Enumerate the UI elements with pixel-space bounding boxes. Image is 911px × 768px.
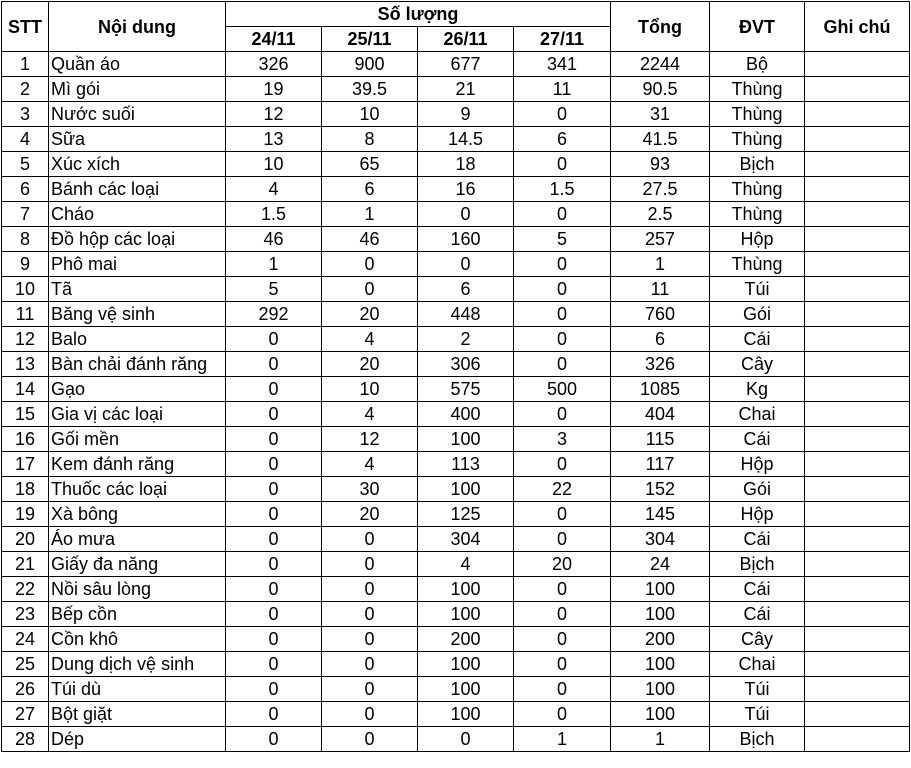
cell-total: 326 bbox=[611, 352, 710, 377]
cell-total: 31 bbox=[611, 102, 710, 127]
cell-qty-27-11: 0 bbox=[514, 677, 611, 702]
cell-total: 1 bbox=[611, 252, 710, 277]
cell-total: 100 bbox=[611, 702, 710, 727]
table-header bbox=[2, 2, 910, 52]
cell-qty-25-11: 10 bbox=[322, 377, 418, 402]
cell-qty-25-11: 46 bbox=[322, 227, 418, 252]
cell-total: 200 bbox=[611, 627, 710, 652]
table-row bbox=[2, 727, 910, 752]
cell-qty-25-11: 1 bbox=[322, 202, 418, 227]
cell-unit: Cây bbox=[710, 352, 805, 377]
cell-note bbox=[805, 677, 910, 702]
cell-qty-27-11: 0 bbox=[514, 602, 611, 627]
cell-total: 24 bbox=[611, 552, 710, 577]
header-tong: Tổng bbox=[611, 2, 710, 52]
cell-stt: 8 bbox=[2, 227, 49, 252]
cell-stt: 14 bbox=[2, 377, 49, 402]
cell-total: 100 bbox=[611, 677, 710, 702]
supply-table bbox=[1, 1, 910, 752]
cell-qty-24-11: 46 bbox=[226, 227, 322, 252]
cell-unit: Cây bbox=[710, 627, 805, 652]
cell-qty-24-11: 0 bbox=[226, 352, 322, 377]
cell-qty-25-11: 0 bbox=[322, 702, 418, 727]
cell-item-name: Cháo bbox=[49, 202, 226, 227]
table-row bbox=[2, 177, 910, 202]
cell-stt: 19 bbox=[2, 502, 49, 527]
cell-unit: Bịch bbox=[710, 552, 805, 577]
cell-qty-24-11: 0 bbox=[226, 677, 322, 702]
header-date: 27/11 bbox=[514, 27, 611, 52]
cell-qty-26-11: 100 bbox=[418, 427, 514, 452]
cell-total: 404 bbox=[611, 402, 710, 427]
cell-qty-26-11: 575 bbox=[418, 377, 514, 402]
cell-qty-24-11: 0 bbox=[226, 602, 322, 627]
cell-note bbox=[805, 652, 910, 677]
cell-stt: 4 bbox=[2, 127, 49, 152]
cell-qty-24-11: 4 bbox=[226, 177, 322, 202]
table-row bbox=[2, 152, 910, 177]
cell-qty-26-11: 160 bbox=[418, 227, 514, 252]
cell-unit: Thùng bbox=[710, 252, 805, 277]
cell-note bbox=[805, 152, 910, 177]
cell-stt: 22 bbox=[2, 577, 49, 602]
cell-qty-25-11: 0 bbox=[322, 552, 418, 577]
cell-note bbox=[805, 202, 910, 227]
cell-qty-25-11: 20 bbox=[322, 302, 418, 327]
cell-item-name: Kem đánh răng bbox=[49, 452, 226, 477]
cell-total: 2244 bbox=[611, 52, 710, 77]
cell-total: 90.5 bbox=[611, 77, 710, 102]
cell-qty-25-11: 0 bbox=[322, 277, 418, 302]
table-row bbox=[2, 427, 910, 452]
cell-qty-27-11: 20 bbox=[514, 552, 611, 577]
cell-item-name: Dung dịch vệ sinh bbox=[49, 652, 226, 677]
cell-qty-26-11: 0 bbox=[418, 202, 514, 227]
header-date: 24/11 bbox=[226, 27, 322, 52]
cell-note bbox=[805, 302, 910, 327]
table-body bbox=[2, 52, 910, 752]
cell-unit: Bịch bbox=[710, 152, 805, 177]
cell-qty-26-11: 14.5 bbox=[418, 127, 514, 152]
cell-qty-26-11: 100 bbox=[418, 677, 514, 702]
cell-stt: 26 bbox=[2, 677, 49, 702]
cell-note bbox=[805, 277, 910, 302]
cell-qty-24-11: 5 bbox=[226, 277, 322, 302]
cell-qty-25-11: 8 bbox=[322, 127, 418, 152]
cell-item-name: Gối mền bbox=[49, 427, 226, 452]
cell-item-name: Băng vệ sinh bbox=[49, 302, 226, 327]
cell-stt: 12 bbox=[2, 327, 49, 352]
cell-qty-25-11: 4 bbox=[322, 327, 418, 352]
table-row bbox=[2, 677, 910, 702]
cell-unit: Thùng bbox=[710, 127, 805, 152]
cell-total: 257 bbox=[611, 227, 710, 252]
cell-qty-26-11: 306 bbox=[418, 352, 514, 377]
table-row bbox=[2, 352, 910, 377]
cell-unit: Cái bbox=[710, 327, 805, 352]
cell-qty-25-11: 0 bbox=[322, 727, 418, 752]
cell-qty-24-11: 0 bbox=[226, 377, 322, 402]
header-stt: STT bbox=[2, 2, 49, 52]
cell-qty-27-11: 0 bbox=[514, 152, 611, 177]
header-date: 25/11 bbox=[322, 27, 418, 52]
cell-total: 152 bbox=[611, 477, 710, 502]
cell-qty-24-11: 0 bbox=[226, 727, 322, 752]
table-row bbox=[2, 252, 910, 277]
cell-stt: 11 bbox=[2, 302, 49, 327]
cell-stt: 15 bbox=[2, 402, 49, 427]
cell-qty-25-11: 12 bbox=[322, 427, 418, 452]
cell-note bbox=[805, 552, 910, 577]
table-row bbox=[2, 527, 910, 552]
cell-qty-24-11: 292 bbox=[226, 302, 322, 327]
cell-item-name: Xúc xích bbox=[49, 152, 226, 177]
table-row bbox=[2, 77, 910, 102]
cell-qty-24-11: 0 bbox=[226, 327, 322, 352]
cell-unit: Bịch bbox=[710, 727, 805, 752]
cell-total: 2.5 bbox=[611, 202, 710, 227]
cell-stt: 28 bbox=[2, 727, 49, 752]
cell-total: 100 bbox=[611, 577, 710, 602]
cell-note bbox=[805, 627, 910, 652]
cell-total: 760 bbox=[611, 302, 710, 327]
cell-stt: 18 bbox=[2, 477, 49, 502]
cell-qty-25-11: 900 bbox=[322, 52, 418, 77]
cell-note bbox=[805, 177, 910, 202]
table-row bbox=[2, 402, 910, 427]
cell-note bbox=[805, 252, 910, 277]
cell-qty-26-11: 304 bbox=[418, 527, 514, 552]
cell-stt: 7 bbox=[2, 202, 49, 227]
table-row bbox=[2, 377, 910, 402]
cell-qty-25-11: 20 bbox=[322, 502, 418, 527]
cell-item-name: Cồn khô bbox=[49, 627, 226, 652]
cell-qty-24-11: 0 bbox=[226, 577, 322, 602]
table-row bbox=[2, 702, 910, 727]
table-row bbox=[2, 302, 910, 327]
table-row bbox=[2, 452, 910, 477]
cell-qty-24-11: 0 bbox=[226, 652, 322, 677]
cell-unit: Thùng bbox=[710, 202, 805, 227]
cell-total: 41.5 bbox=[611, 127, 710, 152]
cell-item-name: Dép bbox=[49, 727, 226, 752]
cell-qty-25-11: 0 bbox=[322, 627, 418, 652]
cell-qty-26-11: 4 bbox=[418, 552, 514, 577]
cell-qty-27-11: 6 bbox=[514, 127, 611, 152]
cell-unit: Túi bbox=[710, 677, 805, 702]
cell-note bbox=[805, 702, 910, 727]
cell-item-name: Bột giặt bbox=[49, 702, 226, 727]
cell-qty-25-11: 30 bbox=[322, 477, 418, 502]
cell-note bbox=[805, 502, 910, 527]
table-row bbox=[2, 502, 910, 527]
cell-qty-27-11: 0 bbox=[514, 352, 611, 377]
cell-stt: 23 bbox=[2, 602, 49, 627]
table-row bbox=[2, 552, 910, 577]
cell-qty-26-11: 448 bbox=[418, 302, 514, 327]
cell-total: 304 bbox=[611, 527, 710, 552]
table-row bbox=[2, 327, 910, 352]
cell-qty-24-11: 19 bbox=[226, 77, 322, 102]
cell-qty-26-11: 125 bbox=[418, 502, 514, 527]
cell-note bbox=[805, 127, 910, 152]
cell-qty-27-11: 0 bbox=[514, 402, 611, 427]
cell-qty-24-11: 12 bbox=[226, 102, 322, 127]
cell-qty-26-11: 0 bbox=[418, 727, 514, 752]
cell-qty-27-11: 0 bbox=[514, 502, 611, 527]
table-row bbox=[2, 477, 910, 502]
table-row bbox=[2, 202, 910, 227]
cell-stt: 3 bbox=[2, 102, 49, 127]
cell-unit: Gói bbox=[710, 302, 805, 327]
cell-total: 1085 bbox=[611, 377, 710, 402]
table-row bbox=[2, 127, 910, 152]
cell-qty-24-11: 0 bbox=[226, 702, 322, 727]
header-noi-dung: Nội dung bbox=[49, 2, 226, 52]
cell-item-name: Sữa bbox=[49, 127, 226, 152]
cell-item-name: Giấy đa năng bbox=[49, 552, 226, 577]
cell-qty-27-11: 0 bbox=[514, 327, 611, 352]
cell-stt: 20 bbox=[2, 527, 49, 552]
cell-stt: 21 bbox=[2, 552, 49, 577]
cell-qty-27-11: 0 bbox=[514, 652, 611, 677]
cell-qty-26-11: 2 bbox=[418, 327, 514, 352]
cell-qty-26-11: 9 bbox=[418, 102, 514, 127]
cell-qty-24-11: 326 bbox=[226, 52, 322, 77]
cell-stt: 5 bbox=[2, 152, 49, 177]
cell-note bbox=[805, 452, 910, 477]
cell-qty-26-11: 200 bbox=[418, 627, 514, 652]
cell-item-name: Gia vị các loại bbox=[49, 402, 226, 427]
cell-qty-26-11: 100 bbox=[418, 602, 514, 627]
cell-item-name: Tã bbox=[49, 277, 226, 302]
cell-note bbox=[805, 727, 910, 752]
cell-qty-25-11: 6 bbox=[322, 177, 418, 202]
cell-qty-27-11: 0 bbox=[514, 252, 611, 277]
cell-item-name: Nước suối bbox=[49, 102, 226, 127]
table-row bbox=[2, 277, 910, 302]
cell-stt: 25 bbox=[2, 652, 49, 677]
cell-unit: Thùng bbox=[710, 77, 805, 102]
cell-unit: Cái bbox=[710, 602, 805, 627]
cell-total: 100 bbox=[611, 602, 710, 627]
cell-total: 1 bbox=[611, 727, 710, 752]
cell-qty-27-11: 3 bbox=[514, 427, 611, 452]
cell-unit: Hộp bbox=[710, 227, 805, 252]
cell-item-name: Xà bông bbox=[49, 502, 226, 527]
table-row bbox=[2, 602, 910, 627]
cell-note bbox=[805, 227, 910, 252]
cell-note bbox=[805, 577, 910, 602]
cell-unit: Bộ bbox=[710, 52, 805, 77]
cell-note bbox=[805, 527, 910, 552]
cell-qty-26-11: 400 bbox=[418, 402, 514, 427]
cell-qty-25-11: 0 bbox=[322, 577, 418, 602]
cell-qty-24-11: 0 bbox=[226, 502, 322, 527]
cell-note bbox=[805, 377, 910, 402]
cell-unit: Kg bbox=[710, 377, 805, 402]
cell-qty-27-11: 0 bbox=[514, 527, 611, 552]
cell-qty-24-11: 0 bbox=[226, 452, 322, 477]
cell-stt: 13 bbox=[2, 352, 49, 377]
cell-item-name: Phô mai bbox=[49, 252, 226, 277]
cell-total: 6 bbox=[611, 327, 710, 352]
cell-item-name: Nồi sâu lòng bbox=[49, 577, 226, 602]
cell-qty-27-11: 0 bbox=[514, 277, 611, 302]
cell-qty-24-11: 1.5 bbox=[226, 202, 322, 227]
cell-qty-26-11: 0 bbox=[418, 252, 514, 277]
cell-stt: 6 bbox=[2, 177, 49, 202]
cell-item-name: Gạo bbox=[49, 377, 226, 402]
cell-unit: Hộp bbox=[710, 502, 805, 527]
cell-qty-25-11: 4 bbox=[322, 452, 418, 477]
cell-unit: Gói bbox=[710, 477, 805, 502]
cell-qty-26-11: 21 bbox=[418, 77, 514, 102]
header-ghi-chu: Ghi chú bbox=[805, 2, 910, 52]
cell-qty-27-11: 5 bbox=[514, 227, 611, 252]
cell-qty-27-11: 500 bbox=[514, 377, 611, 402]
cell-unit: Cái bbox=[710, 527, 805, 552]
cell-qty-24-11: 10 bbox=[226, 152, 322, 177]
cell-qty-26-11: 6 bbox=[418, 277, 514, 302]
cell-item-name: Mì gói bbox=[49, 77, 226, 102]
cell-note bbox=[805, 102, 910, 127]
cell-note bbox=[805, 352, 910, 377]
cell-total: 117 bbox=[611, 452, 710, 477]
cell-qty-26-11: 100 bbox=[418, 652, 514, 677]
cell-stt: 2 bbox=[2, 77, 49, 102]
cell-qty-25-11: 4 bbox=[322, 402, 418, 427]
cell-item-name: Thuốc các loại bbox=[49, 477, 226, 502]
cell-unit: Cái bbox=[710, 577, 805, 602]
cell-qty-27-11: 0 bbox=[514, 302, 611, 327]
cell-stt: 24 bbox=[2, 627, 49, 652]
cell-item-name: Áo mưa bbox=[49, 527, 226, 552]
cell-total: 115 bbox=[611, 427, 710, 452]
cell-qty-27-11: 0 bbox=[514, 202, 611, 227]
cell-qty-25-11: 0 bbox=[322, 527, 418, 552]
cell-qty-25-11: 0 bbox=[322, 677, 418, 702]
cell-total: 100 bbox=[611, 652, 710, 677]
cell-qty-25-11: 10 bbox=[322, 102, 418, 127]
cell-qty-26-11: 677 bbox=[418, 52, 514, 77]
table-row bbox=[2, 52, 910, 77]
cell-qty-25-11: 0 bbox=[322, 652, 418, 677]
table-row bbox=[2, 102, 910, 127]
cell-qty-24-11: 1 bbox=[226, 252, 322, 277]
cell-qty-25-11: 39.5 bbox=[322, 77, 418, 102]
cell-unit: Hộp bbox=[710, 452, 805, 477]
table-row bbox=[2, 577, 910, 602]
cell-qty-26-11: 100 bbox=[418, 702, 514, 727]
cell-item-name: Quần áo bbox=[49, 52, 226, 77]
cell-qty-25-11: 65 bbox=[322, 152, 418, 177]
cell-qty-24-11: 0 bbox=[226, 527, 322, 552]
cell-qty-25-11: 20 bbox=[322, 352, 418, 377]
cell-qty-25-11: 0 bbox=[322, 252, 418, 277]
cell-qty-26-11: 100 bbox=[418, 477, 514, 502]
cell-item-name: Bánh các loại bbox=[49, 177, 226, 202]
cell-note bbox=[805, 327, 910, 352]
cell-qty-27-11: 1.5 bbox=[514, 177, 611, 202]
cell-qty-27-11: 0 bbox=[514, 452, 611, 477]
cell-unit: Cái bbox=[710, 427, 805, 452]
cell-qty-27-11: 0 bbox=[514, 102, 611, 127]
cell-stt: 27 bbox=[2, 702, 49, 727]
cell-note bbox=[805, 427, 910, 452]
cell-qty-24-11: 0 bbox=[226, 627, 322, 652]
cell-note bbox=[805, 402, 910, 427]
header-so-luong: Số lượng bbox=[226, 2, 611, 27]
cell-unit: Thùng bbox=[710, 177, 805, 202]
cell-qty-27-11: 0 bbox=[514, 627, 611, 652]
cell-stt: 9 bbox=[2, 252, 49, 277]
cell-qty-26-11: 18 bbox=[418, 152, 514, 177]
cell-note bbox=[805, 77, 910, 102]
cell-qty-24-11: 0 bbox=[226, 477, 322, 502]
cell-item-name: Túi dù bbox=[49, 677, 226, 702]
header-dvt: ĐVT bbox=[710, 2, 805, 52]
cell-unit: Túi bbox=[710, 702, 805, 727]
cell-qty-26-11: 100 bbox=[418, 577, 514, 602]
cell-note bbox=[805, 52, 910, 77]
cell-total: 27.5 bbox=[611, 177, 710, 202]
cell-total: 145 bbox=[611, 502, 710, 527]
cell-qty-26-11: 113 bbox=[418, 452, 514, 477]
cell-qty-25-11: 0 bbox=[322, 602, 418, 627]
cell-qty-27-11: 0 bbox=[514, 702, 611, 727]
cell-qty-27-11: 11 bbox=[514, 77, 611, 102]
header-date: 26/11 bbox=[418, 27, 514, 52]
cell-item-name: Bếp cồn bbox=[49, 602, 226, 627]
cell-item-name: Balo bbox=[49, 327, 226, 352]
cell-item-name: Đồ hộp các loại bbox=[49, 227, 226, 252]
cell-note bbox=[805, 602, 910, 627]
cell-qty-27-11: 0 bbox=[514, 577, 611, 602]
cell-qty-24-11: 13 bbox=[226, 127, 322, 152]
cell-qty-27-11: 22 bbox=[514, 477, 611, 502]
cell-total: 11 bbox=[611, 277, 710, 302]
cell-unit: Thùng bbox=[710, 102, 805, 127]
cell-qty-26-11: 16 bbox=[418, 177, 514, 202]
cell-unit: Túi bbox=[710, 277, 805, 302]
table-row bbox=[2, 227, 910, 252]
table-row bbox=[2, 627, 910, 652]
cell-stt: 10 bbox=[2, 277, 49, 302]
cell-note bbox=[805, 477, 910, 502]
table-row bbox=[2, 652, 910, 677]
cell-stt: 16 bbox=[2, 427, 49, 452]
cell-qty-24-11: 0 bbox=[226, 402, 322, 427]
cell-qty-27-11: 1 bbox=[514, 727, 611, 752]
cell-qty-24-11: 0 bbox=[226, 552, 322, 577]
cell-stt: 17 bbox=[2, 452, 49, 477]
cell-item-name: Bàn chải đánh răng bbox=[49, 352, 226, 377]
cell-qty-24-11: 0 bbox=[226, 427, 322, 452]
cell-stt: 1 bbox=[2, 52, 49, 77]
cell-unit: Chai bbox=[710, 402, 805, 427]
cell-unit: Chai bbox=[710, 652, 805, 677]
cell-qty-27-11: 341 bbox=[514, 52, 611, 77]
cell-total: 93 bbox=[611, 152, 710, 177]
